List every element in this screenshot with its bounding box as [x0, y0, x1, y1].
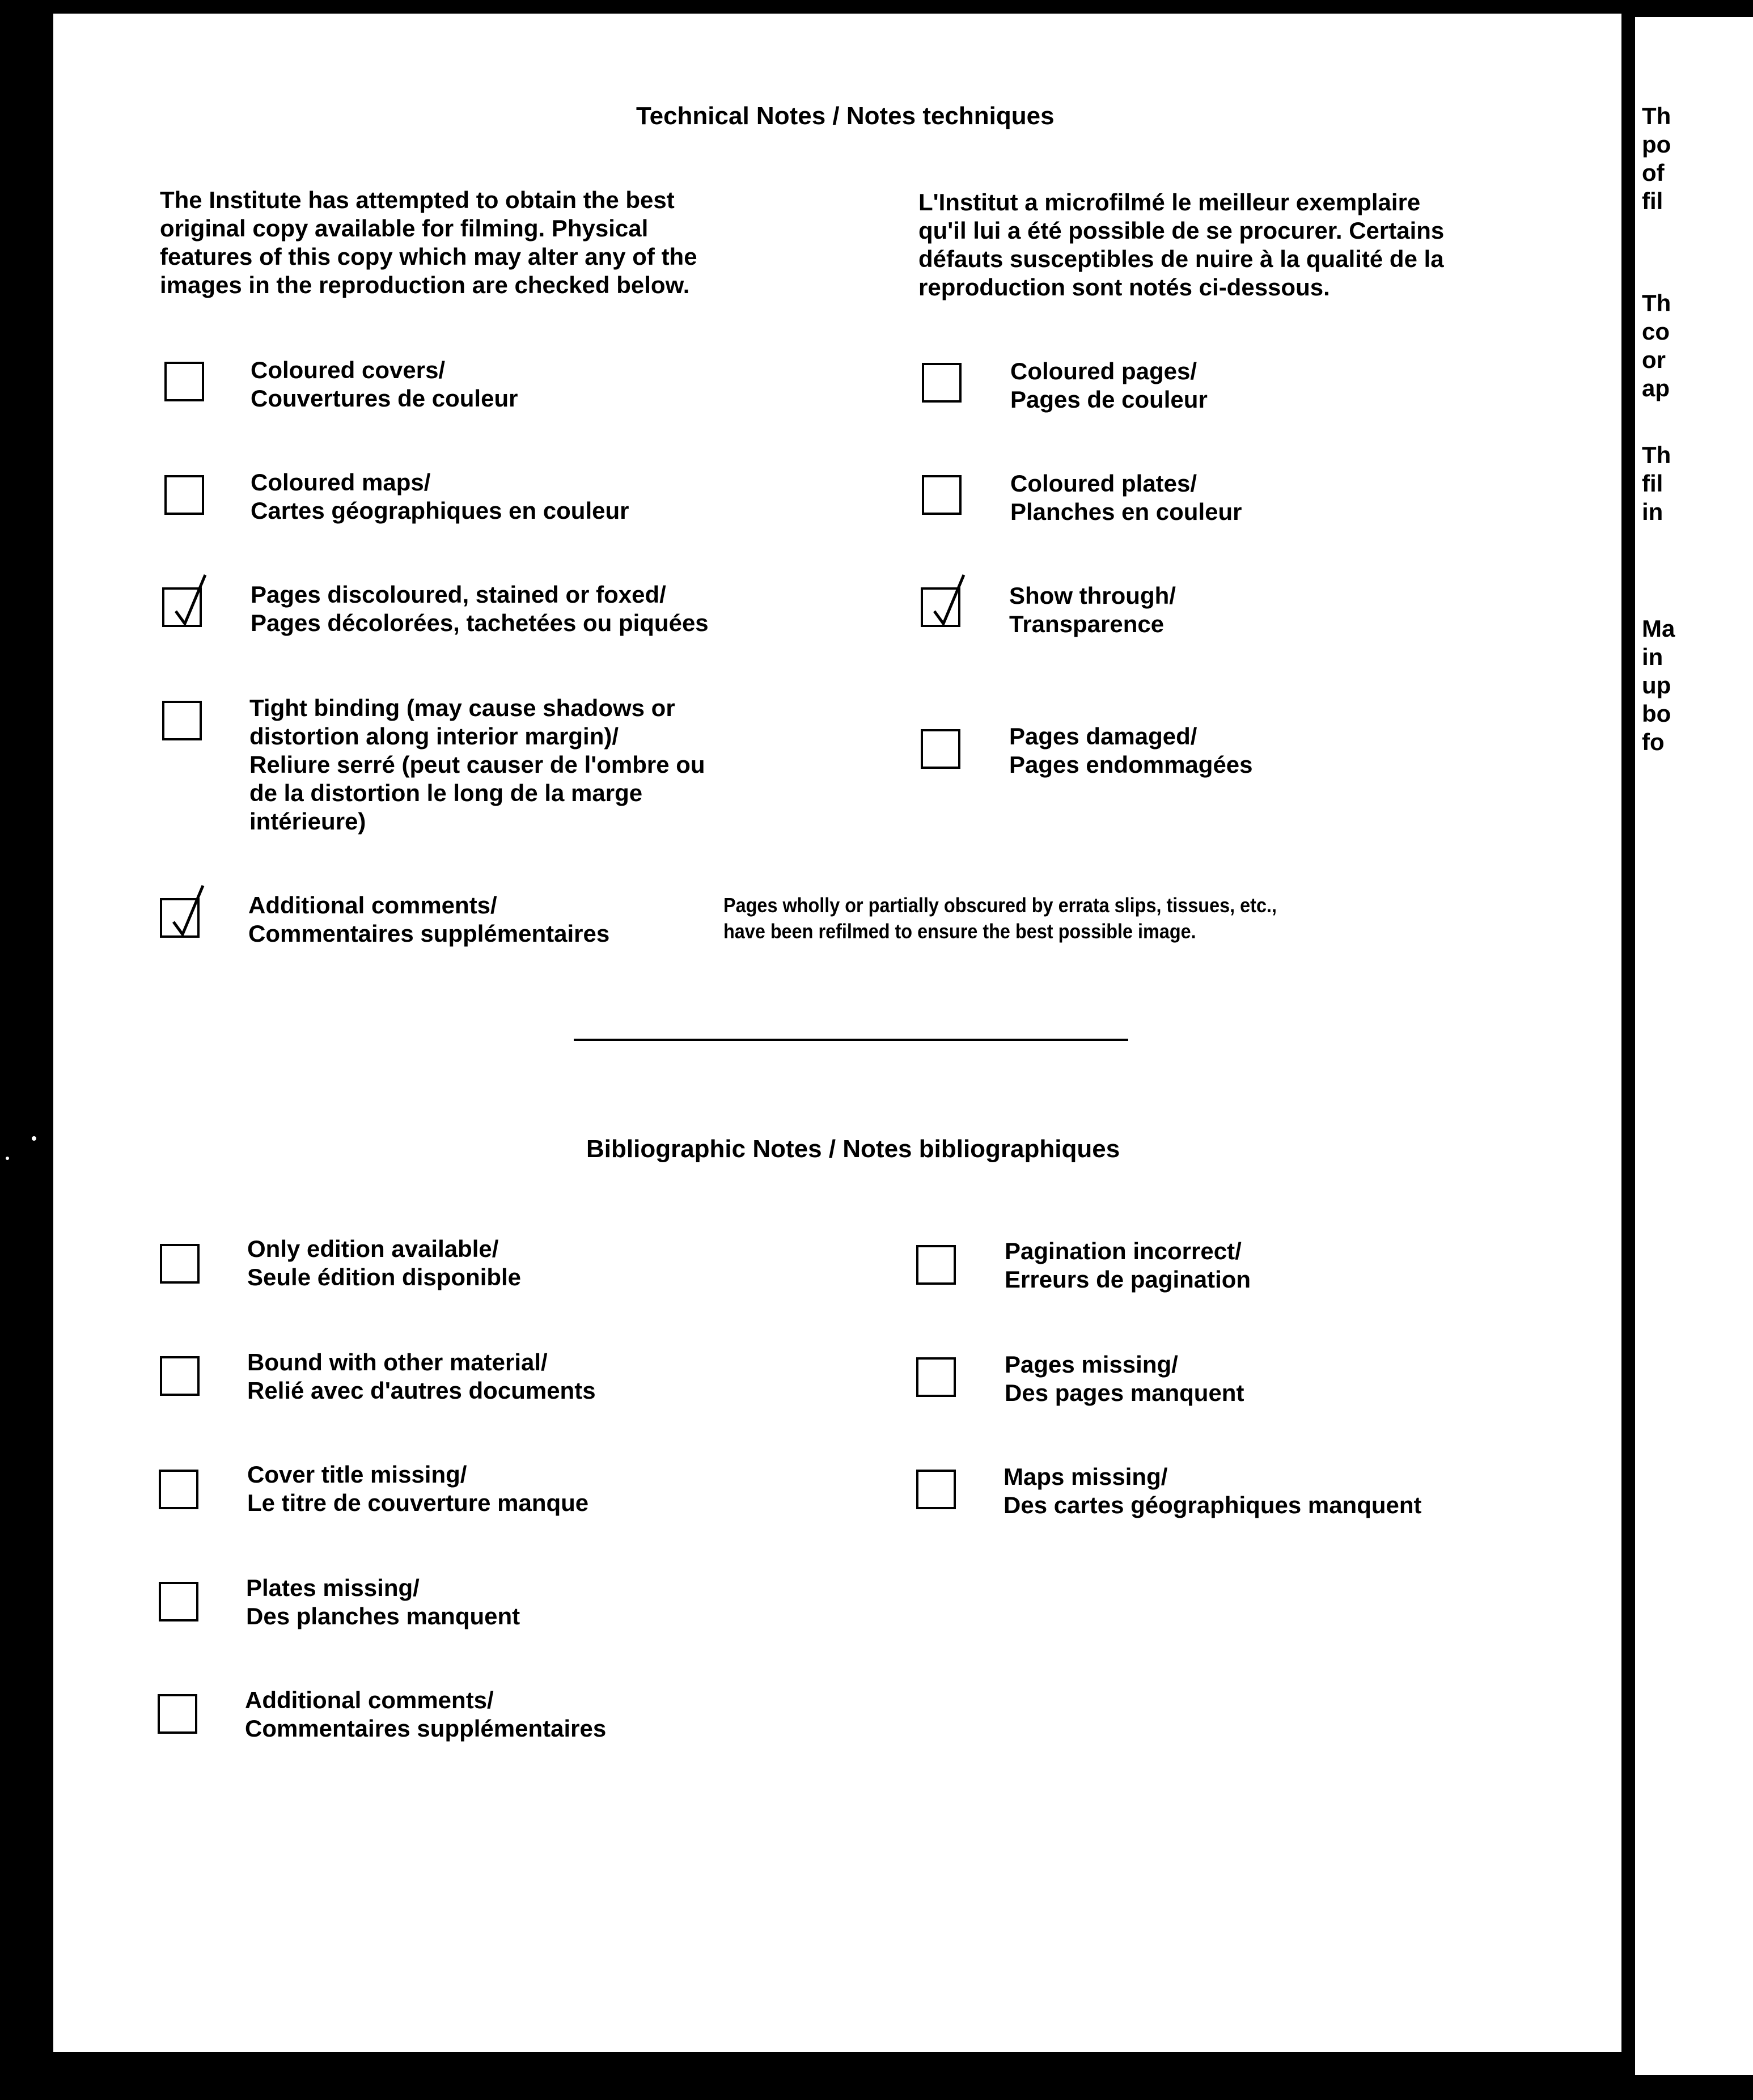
checkbox-maps-missing[interactable] [916, 1470, 956, 1509]
checkbox-additional-comments-bibliographic[interactable] [158, 1694, 197, 1734]
checkbox-coloured-maps[interactable] [164, 475, 204, 515]
checkbox-show-through[interactable] [921, 587, 960, 627]
checkmark-icon [168, 570, 213, 633]
checkbox-coloured-plates[interactable] [922, 475, 962, 515]
technical-notes-heading: Technical Notes / Notes techniques [636, 102, 1055, 130]
technical-intro-french: L'Institut a microfilmé le meilleur exemplaire qu'il lui a été possible de se procurer. Certains défauts susceptibles de nuire à la qualité de la reproduction sont notés ci-dessous. [918, 189, 1445, 300]
adjacent-page-fragment: Th po of fil [1642, 103, 1671, 214]
checkbox-only-edition[interactable] [160, 1244, 200, 1284]
item-label-pages-missing: Pages missing/ Des pages manquent [1005, 1351, 1244, 1406]
item-label-additional-comments-technical: Additional comments/ Commentaires supplémentaires [248, 892, 610, 947]
section-divider [574, 1039, 1128, 1041]
additional-comments-note: Pages wholly or partially obscured by errata slips, tissues, etc., have been refilmed to ensure the best possible image. [723, 894, 1277, 943]
checkmark-icon [166, 881, 211, 943]
item-label-bound-with: Bound with other material/ Relié avec d'autres documents [247, 1349, 596, 1404]
scan-speck [32, 1136, 36, 1141]
checkbox-pagination-incorrect[interactable] [916, 1245, 956, 1285]
checkbox-pages-damaged[interactable] [921, 729, 960, 769]
item-label-pages-discoloured: Pages discoloured, stained or foxed/ Pages décolorées, tachetées ou piquées [251, 581, 709, 636]
item-label-pages-damaged: Pages damaged/ Pages endommagées [1009, 723, 1253, 778]
adjacent-page-fragment: Ma in up bo fo [1642, 615, 1675, 755]
checkbox-coloured-pages[interactable] [922, 363, 962, 403]
scan-speck [6, 1157, 9, 1160]
checkmark-icon [926, 570, 972, 633]
item-label-additional-comments-bibliographic: Additional comments/ Commentaires supplémentaires [245, 1687, 607, 1742]
checkbox-additional-comments-technical[interactable] [160, 898, 200, 938]
item-label-pagination-incorrect: Pagination incorrect/ Erreurs de pagination [1005, 1238, 1251, 1293]
item-label-plates-missing: Plates missing/ Des planches manquent [246, 1574, 520, 1629]
bibliographic-notes-heading: Bibliographic Notes / Notes bibliographiques [586, 1135, 1120, 1163]
item-label-coloured-covers: Coloured covers/ Couvertures de couleur [251, 357, 518, 412]
checkbox-cover-title-missing[interactable] [159, 1470, 198, 1509]
checkbox-plates-missing[interactable] [159, 1582, 198, 1621]
checkbox-pages-missing[interactable] [916, 1357, 956, 1397]
item-label-only-edition: Only edition available/ Seule édition disponible [247, 1235, 522, 1290]
checkbox-pages-discoloured[interactable] [162, 587, 202, 627]
technical-intro-english: The Institute has attempted to obtain the best original copy available for filming. Physical features of this copy which may alter any of the images in the reproduction are checked below. [160, 187, 697, 298]
item-label-coloured-plates: Coloured plates/ Planches en couleur [1010, 470, 1242, 525]
item-label-coloured-maps: Coloured maps/ Cartes géographiques en couleur [251, 469, 629, 524]
document-page [53, 14, 1621, 2052]
item-label-show-through: Show through/ Transparence [1009, 582, 1176, 637]
adjacent-page-fragment: Th fil in [1642, 442, 1671, 525]
item-label-cover-title-missing: Cover title missing/ Le titre de couverture manque [247, 1461, 589, 1516]
item-label-tight-binding: Tight binding (may cause shadows or distortion along interior margin)/ Reliure serré (peut causer de l'ombre ou de la distortion le long de la marge intérieure) [249, 695, 705, 835]
checkbox-bound-with[interactable] [160, 1356, 200, 1396]
checkbox-coloured-covers[interactable] [164, 362, 204, 401]
adjacent-page-fragment: Th co or ap [1642, 290, 1671, 401]
item-label-maps-missing: Maps missing/ Des cartes géographiques manquent [1003, 1463, 1422, 1518]
item-label-coloured-pages: Coloured pages/ Pages de couleur [1010, 358, 1208, 413]
checkbox-tight-binding[interactable] [162, 701, 202, 740]
